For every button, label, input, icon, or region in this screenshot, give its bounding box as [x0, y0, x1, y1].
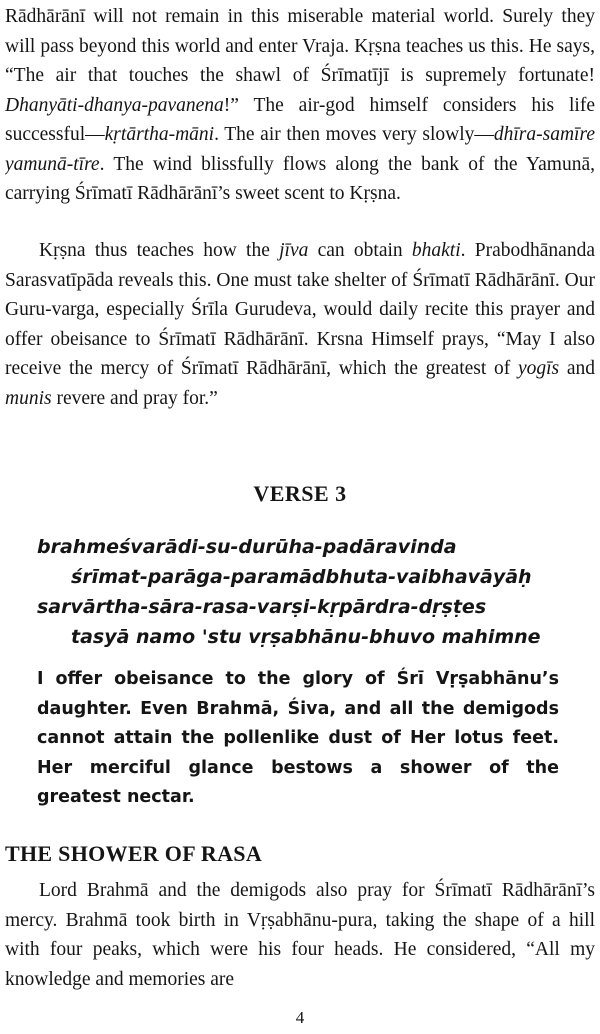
- paragraph-1-text: !” The air-god himself considers his life successful—: [5, 94, 595, 145]
- paragraph-2-text: revere and pray for.”: [51, 387, 218, 409]
- paragraph-2: [5, 236, 595, 413]
- paragraph-1-text: . The air then moves very slowly—: [214, 124, 494, 145]
- paragraph-2-text: and: [559, 358, 595, 379]
- verse-line: sarvārtha-sāra-rasa-varṣi-kṛpārdra-dṛṣṭes: [37, 596, 487, 618]
- italic-term: munis: [5, 387, 52, 409]
- verse-line: śrīmat-parāga-paramādbhuta-vaibhavāyāḥ: [71, 566, 532, 588]
- italic-term: jīva: [279, 240, 309, 261]
- page-number: 4: [295, 1008, 305, 1027]
- italic-term: yogīs: [517, 358, 560, 379]
- paragraph-2-text: . Prabodhānanda Sarasvatīpāda reveals this. One must take shelter of Śrīmatī Rādhārānī. Our Guru-varga, especially Śrīla Gurudeva, would daily recite this prayer and offer obeisance to Śrīmatī Rādhārānī. Krsna Himself prays, “May I also receive the mercy of Śrīmatī Rādhārānī, which the greatest of: [5, 240, 595, 379]
- italic-term: bhakti: [411, 240, 461, 261]
- paragraph-1: [5, 2, 595, 209]
- verse-translation: I offer obeisance to the glory of Śrī Vṛṣabhānu’s daughter. Even Brahmā, Śiva, and all the demigods cannot attain the pollenlike dust of Her lotus feet. Her merciful glance bestows a shower of the greatest nectar.: [37, 669, 559, 807]
- italic-term: dhīra-samīre yamunā-tīre: [5, 124, 595, 175]
- paragraph-2-text: can obtain: [308, 240, 412, 261]
- verse-line: tasyā namo 'stu vṛṣabhānu-bhuvo mahimne: [71, 626, 541, 648]
- paragraph-1-text: . The wind blissfully flows along the bank of the Yamunā, carrying Śrīmatī Rādhārānī’s sweet scent to Kṛṣna.: [5, 153, 595, 204]
- paragraph-1-text: Rādhārānī will not remain in this miserable material world. Surely they will pass beyond this world and enter Vraja. Kṛṣna teaches us this. He says, “The air that touches the shawl of Śrīmatījī is supremely fortunate!: [5, 6, 595, 86]
- section-heading: THE SHOWER OF RASA: [5, 841, 263, 866]
- book-page: [5, 0, 595, 1034]
- italic-term: Dhanyāti-dhanya-pavanena: [5, 94, 224, 116]
- verse-line: brahmeśvarādi-su-durūha-padāravinda: [37, 536, 457, 558]
- paragraph-2-text: Kṛṣna thus teaches how the: [39, 240, 280, 261]
- italic-term: kṛtārtha-māni: [104, 124, 215, 145]
- verse-heading: VERSE 3: [253, 481, 347, 506]
- paragraph-3: Lord Brahmā and the demigods also pray for Śrīmatī Rādhārānī’s mercy. Brahmā took birth in Vṛṣabhānu-pura, taking the shape of a hill with four peaks, which were his four heads. He considered, “All my knowledge and memories are: [5, 880, 595, 990]
- verse-block: [37, 532, 557, 652]
